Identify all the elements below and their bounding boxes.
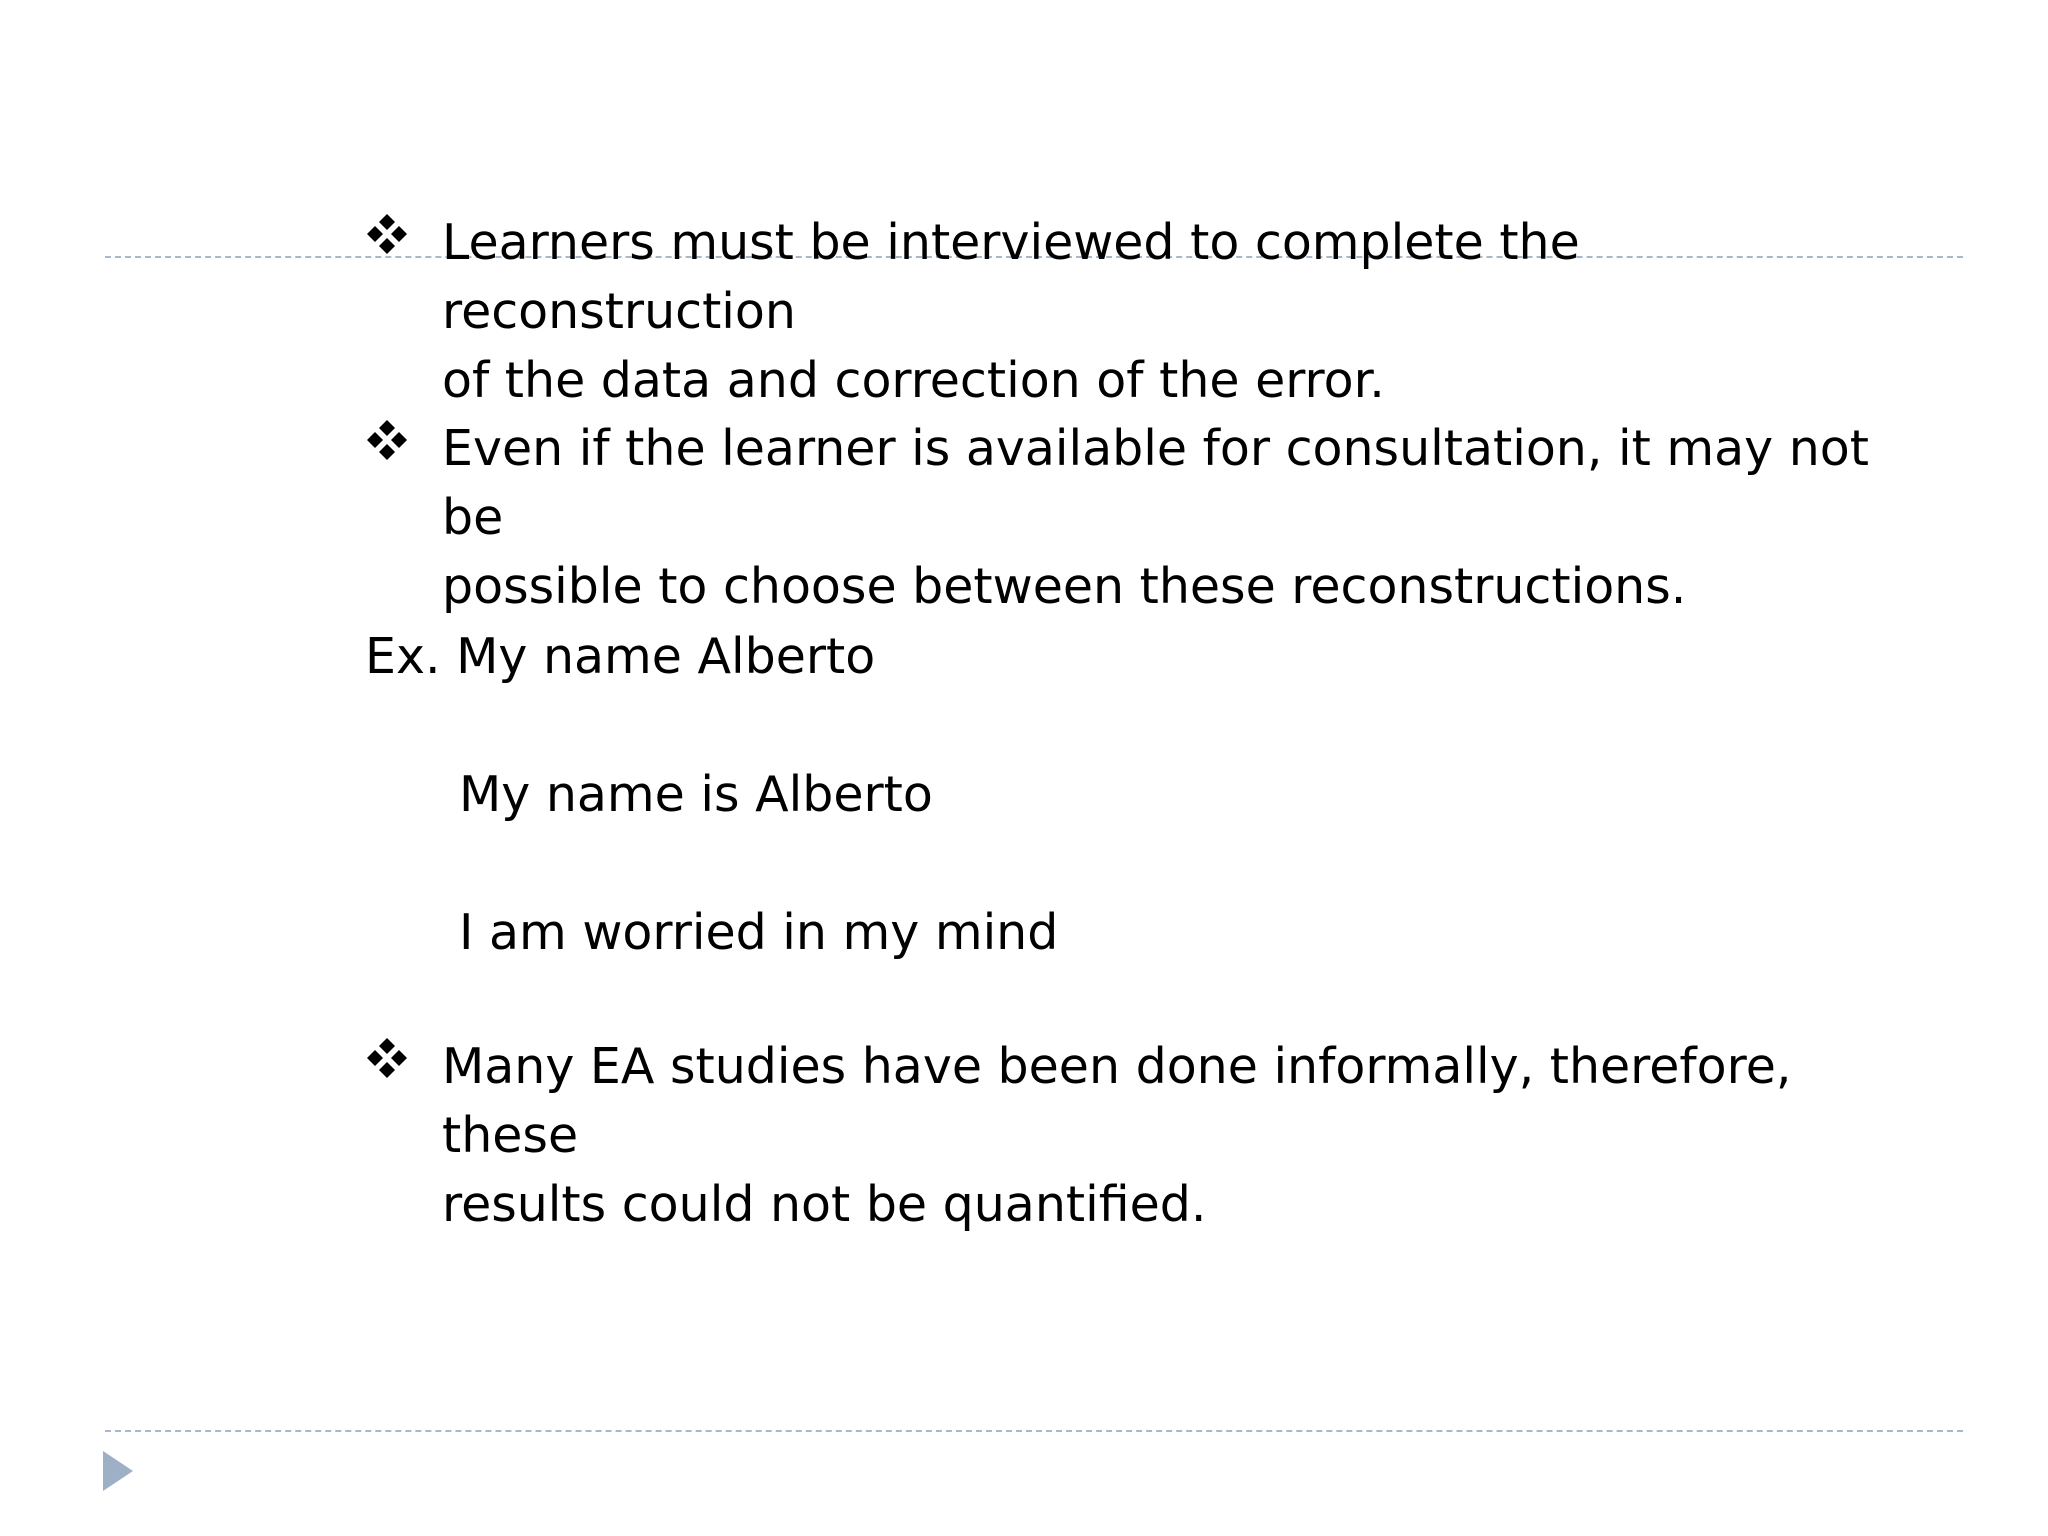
play-triangle-icon[interactable] [103, 1451, 133, 1491]
four-diamond-bullet-icon [365, 1036, 409, 1080]
bullet-text: Many EA studies have been done informally, therefore, these results could not be quantified. [442, 1038, 1792, 1233]
bullet-text: Even if the learner is available for consultation, it may not be possible to choose between these reconstructions. [442, 420, 1869, 615]
example-line: My name is Alberto [459, 766, 933, 823]
example-line: Ex. My name Alberto [365, 628, 876, 685]
four-diamond-bullet-icon [365, 418, 409, 462]
example-line: I am worried in my mind [459, 904, 1059, 961]
four-diamond-bullet-icon [365, 212, 409, 256]
bullet-text: Learners must be interviewed to complete the reconstruction of the data and correction of the error. [442, 214, 1580, 409]
bottom-dashed-divider [105, 1430, 1963, 1432]
